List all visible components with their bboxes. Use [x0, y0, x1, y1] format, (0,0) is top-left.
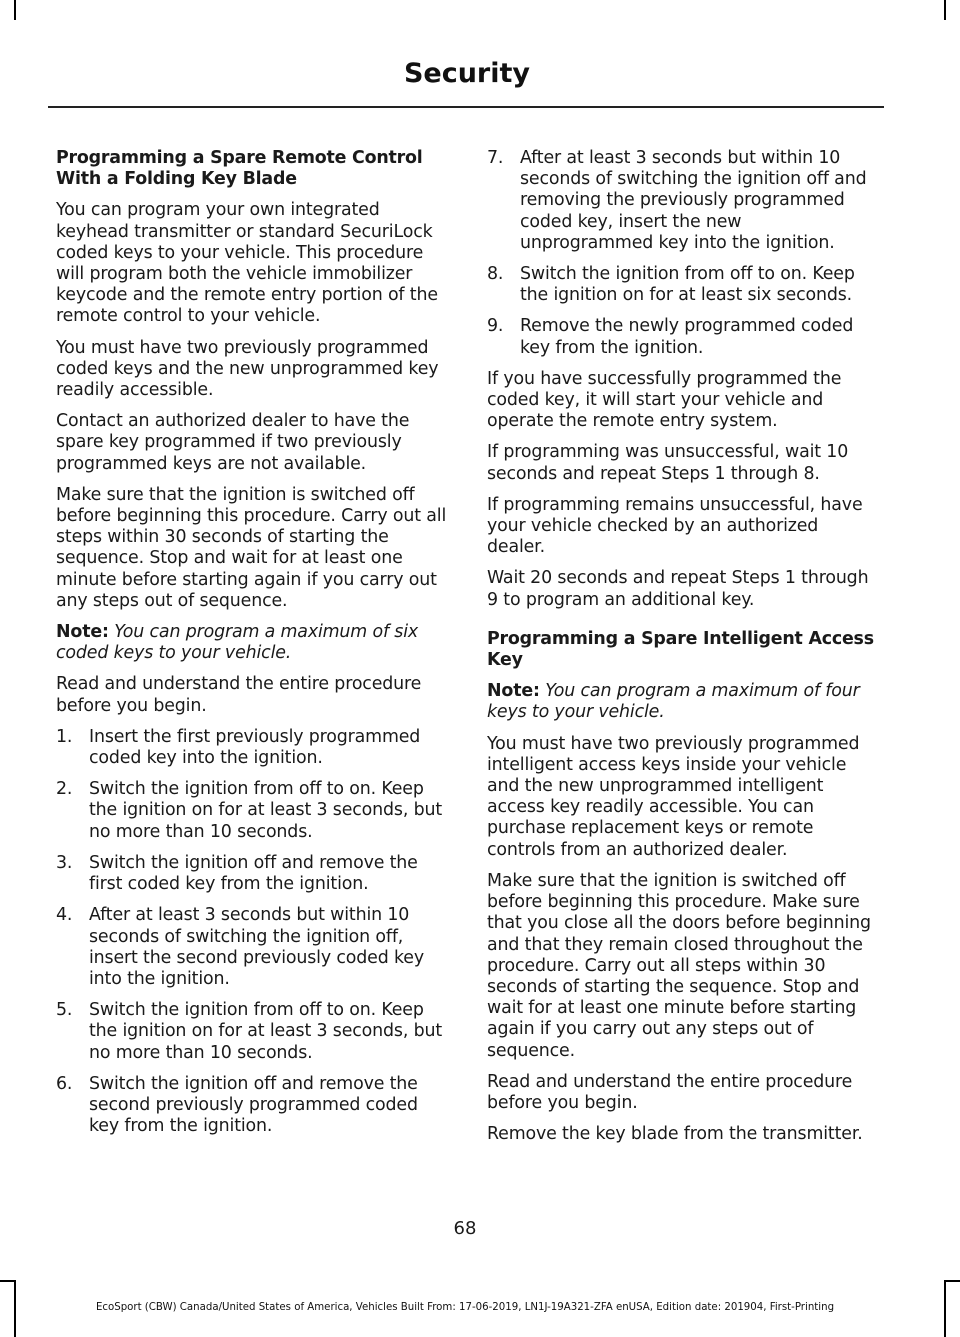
list-item [56, 905, 448, 990]
section-title: Security [403, 58, 530, 89]
step-text: Switch the ignition from off to on. Keep the ignition on for at least 3 seconds, but no more than 10 seconds. [89, 779, 443, 842]
step-text: Switch the ignition off and remove the first coded key from the ignition. [89, 852, 418, 895]
step-text: Switch the ignition from off to on. Keep the ignition on for at least six seconds. [520, 264, 855, 306]
section-heading-remote-control: Programming a Spare Remote Control With a Folding Key Blade [56, 148, 423, 190]
paragraph: Wait 20 seconds and repeat Steps 1 through 9 to program an additional key. [487, 568, 869, 610]
note [487, 681, 879, 723]
list-item [56, 779, 448, 843]
note-text: You can program a maximum of six coded keys to your vehicle. [56, 622, 419, 664]
step-text: After at least 3 seconds but within 10 seconds of switching the ignition off and removing the previously programmed coded key, insert the new unprogrammed key into the ignition. [520, 148, 867, 253]
edition-footer: EcoSport (CBW) Canada/United States of America, Vehicles Built From: 17-06-2019, LN1J-19A321-ZFA enUSA, Edition date: 201904, First-Printing [95, 1302, 835, 1313]
section-heading-intelligent-access: Programming a Spare Intelligent Access Key [487, 628, 874, 671]
step-number: 2. [56, 779, 73, 800]
paragraph: If you have successfully programmed the coded key, it will start your vehicle and operate the remote entry system. [487, 368, 842, 432]
header-divider [48, 106, 884, 108]
step-text: Switch the ignition off and remove the second previously programmed coded key from the ignition. [89, 1073, 418, 1137]
paragraph: If programming remains unsuccessful, have your vehicle checked by an authorized dealer. [487, 494, 863, 558]
step-text: Remove the newly programmed coded key from the ignition. [520, 316, 854, 358]
paragraph: You must have two previously programmed intelligent access keys inside your vehicle and the new unprogrammed intelligent access key readily accessible. You can purchase replacement keys or remote controls from an authorized dealer. [487, 733, 860, 860]
step-number: 1. [56, 726, 73, 747]
steps-list [56, 727, 448, 1137]
list-item [487, 264, 879, 306]
step-number: 9. [487, 316, 504, 337]
paragraph: Contact an authorized dealer to have the spare key programmed if two previously programmed keys are not available. [56, 411, 410, 474]
paragraph: If programming was unsuccessful, wait 10 seconds and repeat Steps 1 through 8. [487, 442, 849, 484]
paragraph: You must have two previously programmed coded keys and the new unprogrammed key readily accessible. [56, 337, 439, 401]
step-text: Switch the ignition from off to on. Keep the ignition on for at least 3 seconds, but no more than 10 seconds. [89, 1000, 443, 1063]
crop-mark-bottom-right-h [944, 1280, 960, 1282]
note-label: Note: [56, 622, 109, 643]
list-item [56, 853, 448, 895]
right-column [487, 148, 879, 1155]
step-text: Insert the first previously programmed coded key into the ignition. [89, 726, 421, 769]
step-text: After at least 3 seconds but within 10 seconds of switching the ignition off, insert the second previously coded key into the ignition. [89, 905, 424, 989]
note [56, 622, 448, 664]
step-number: 5. [56, 1000, 73, 1021]
paragraph: Remove the key blade from the transmitter. [487, 1124, 863, 1145]
steps-list-continued [487, 148, 879, 359]
note-text: You can program a maximum of four keys to your vehicle. [487, 681, 860, 723]
step-number: 4. [56, 905, 73, 926]
crop-mark-top-left [14, 0, 16, 20]
list-item [487, 316, 879, 358]
note-label: Note: [487, 681, 540, 702]
step-number: 7. [487, 148, 504, 168]
paragraph: Make sure that the ignition is switched off before beginning this procedure. Carry out all steps within 30 seconds of starting the sequence. Stop and wait for at least one minute before starting again if you carry out any steps out of sequence. [56, 484, 447, 611]
paragraph: Make sure that the ignition is switched off before beginning this procedure. Make sure that you close all the doors before beginning and that they remain closed throughout the procedure. Carry out all steps within 30 seconds of starting the sequence. Stop and wait for at least one minute before starting again if you carry out any steps out of sequence. [487, 870, 871, 1061]
list-item [487, 148, 879, 254]
paragraph: Read and understand the entire procedure before you begin. [487, 1071, 853, 1113]
list-item [56, 1000, 448, 1064]
step-number: 3. [56, 852, 73, 873]
step-number: 8. [487, 264, 504, 285]
paragraph: Read and understand the entire procedure before you begin. [56, 674, 422, 716]
crop-mark-top-right [944, 0, 946, 20]
step-number: 6. [56, 1073, 73, 1094]
paragraph: You can program your own integrated keyhead transmitter or standard SecuriLock coded keys to your vehicle. This procedure will program both the vehicle immobilizer keycode and the remote entry portion of the remote control to your vehicle. [56, 200, 438, 327]
left-column [56, 148, 448, 1147]
page-number: 68 [453, 1218, 477, 1239]
list-item [56, 1074, 448, 1138]
crop-mark-bottom-right-v [944, 1282, 946, 1337]
list-item [56, 727, 448, 769]
crop-mark-bottom-left-h [0, 1280, 16, 1282]
